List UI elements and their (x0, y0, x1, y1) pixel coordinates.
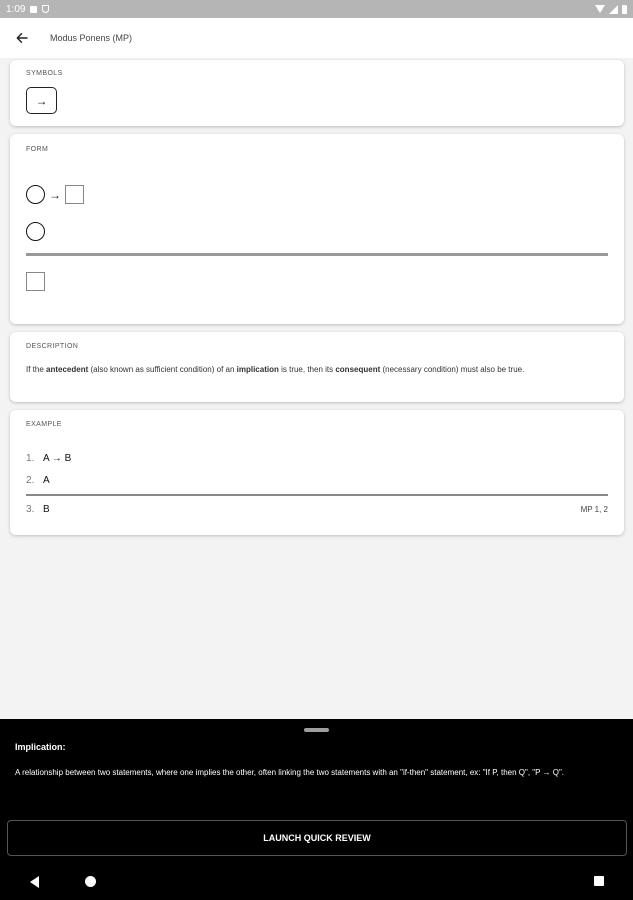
conclusion-divider (26, 253, 608, 256)
line-number: 2. (26, 475, 35, 486)
example-row (26, 453, 608, 464)
page-title: Modus Ponens (MP) (50, 33, 133, 43)
nav-recents-icon[interactable] (594, 876, 604, 886)
description-card (10, 332, 624, 402)
form-conclusion (26, 272, 45, 291)
description-label: DESCRIPTION (26, 343, 79, 350)
notification-icon (30, 6, 37, 13)
square-placeholder (26, 272, 45, 291)
line-expression: B (43, 504, 50, 515)
back-button[interactable] (12, 28, 32, 48)
term-antecedent: antecedent (46, 365, 89, 374)
form-label: FORM (26, 146, 49, 153)
square-placeholder (65, 185, 84, 204)
drag-handle[interactable] (304, 728, 329, 732)
example-row (26, 504, 608, 515)
example-row (26, 475, 608, 486)
circle-placeholder (26, 185, 45, 204)
form-premise-1 (26, 185, 84, 204)
line-justification: MP 1, 2 (580, 505, 608, 514)
description-text: If the antecedent (also known as sufficient condition) of an implication is true, then its consequent (necessary condition) must also be true. (26, 365, 525, 374)
status-time: 1:09 (6, 3, 26, 15)
line-expression: A → B (43, 453, 72, 464)
definition-title: Implication: (15, 742, 66, 752)
example-card (10, 410, 624, 535)
circle-placeholder (26, 222, 45, 241)
line-number: 3. (26, 504, 35, 515)
app-bar (0, 18, 633, 58)
definition-bottom-sheet (0, 719, 633, 900)
battery-icon (622, 5, 627, 14)
nav-home-icon[interactable] (85, 876, 96, 887)
arrow-left-icon (16, 32, 28, 44)
status-bar (0, 0, 633, 18)
launch-quick-review-button[interactable]: LAUNCH QUICK REVIEW (7, 820, 627, 856)
nav-back-icon[interactable] (30, 876, 39, 888)
term-implication: implication (236, 365, 279, 374)
signal-icon (609, 5, 618, 14)
line-expression: A (43, 475, 50, 486)
symbols-card (10, 60, 624, 126)
conclusion-divider (26, 494, 608, 496)
symbol-chip-implication[interactable]: → (26, 87, 57, 114)
implication-arrow: → (49, 187, 61, 202)
symbols-label: SYMBOLS (26, 70, 63, 77)
term-consequent: consequent (335, 365, 381, 374)
wifi-icon (595, 5, 605, 13)
shield-icon (42, 5, 49, 13)
line-number: 1. (26, 453, 35, 464)
example-label: EXAMPLE (26, 421, 62, 428)
definition-text: A relationship between two statements, where one implies the other, often linking the two statements with an "if-then" statement, ex: "If P, then Q", "P → Q". (15, 768, 565, 777)
form-premise-2 (26, 222, 45, 241)
form-card (10, 134, 624, 324)
